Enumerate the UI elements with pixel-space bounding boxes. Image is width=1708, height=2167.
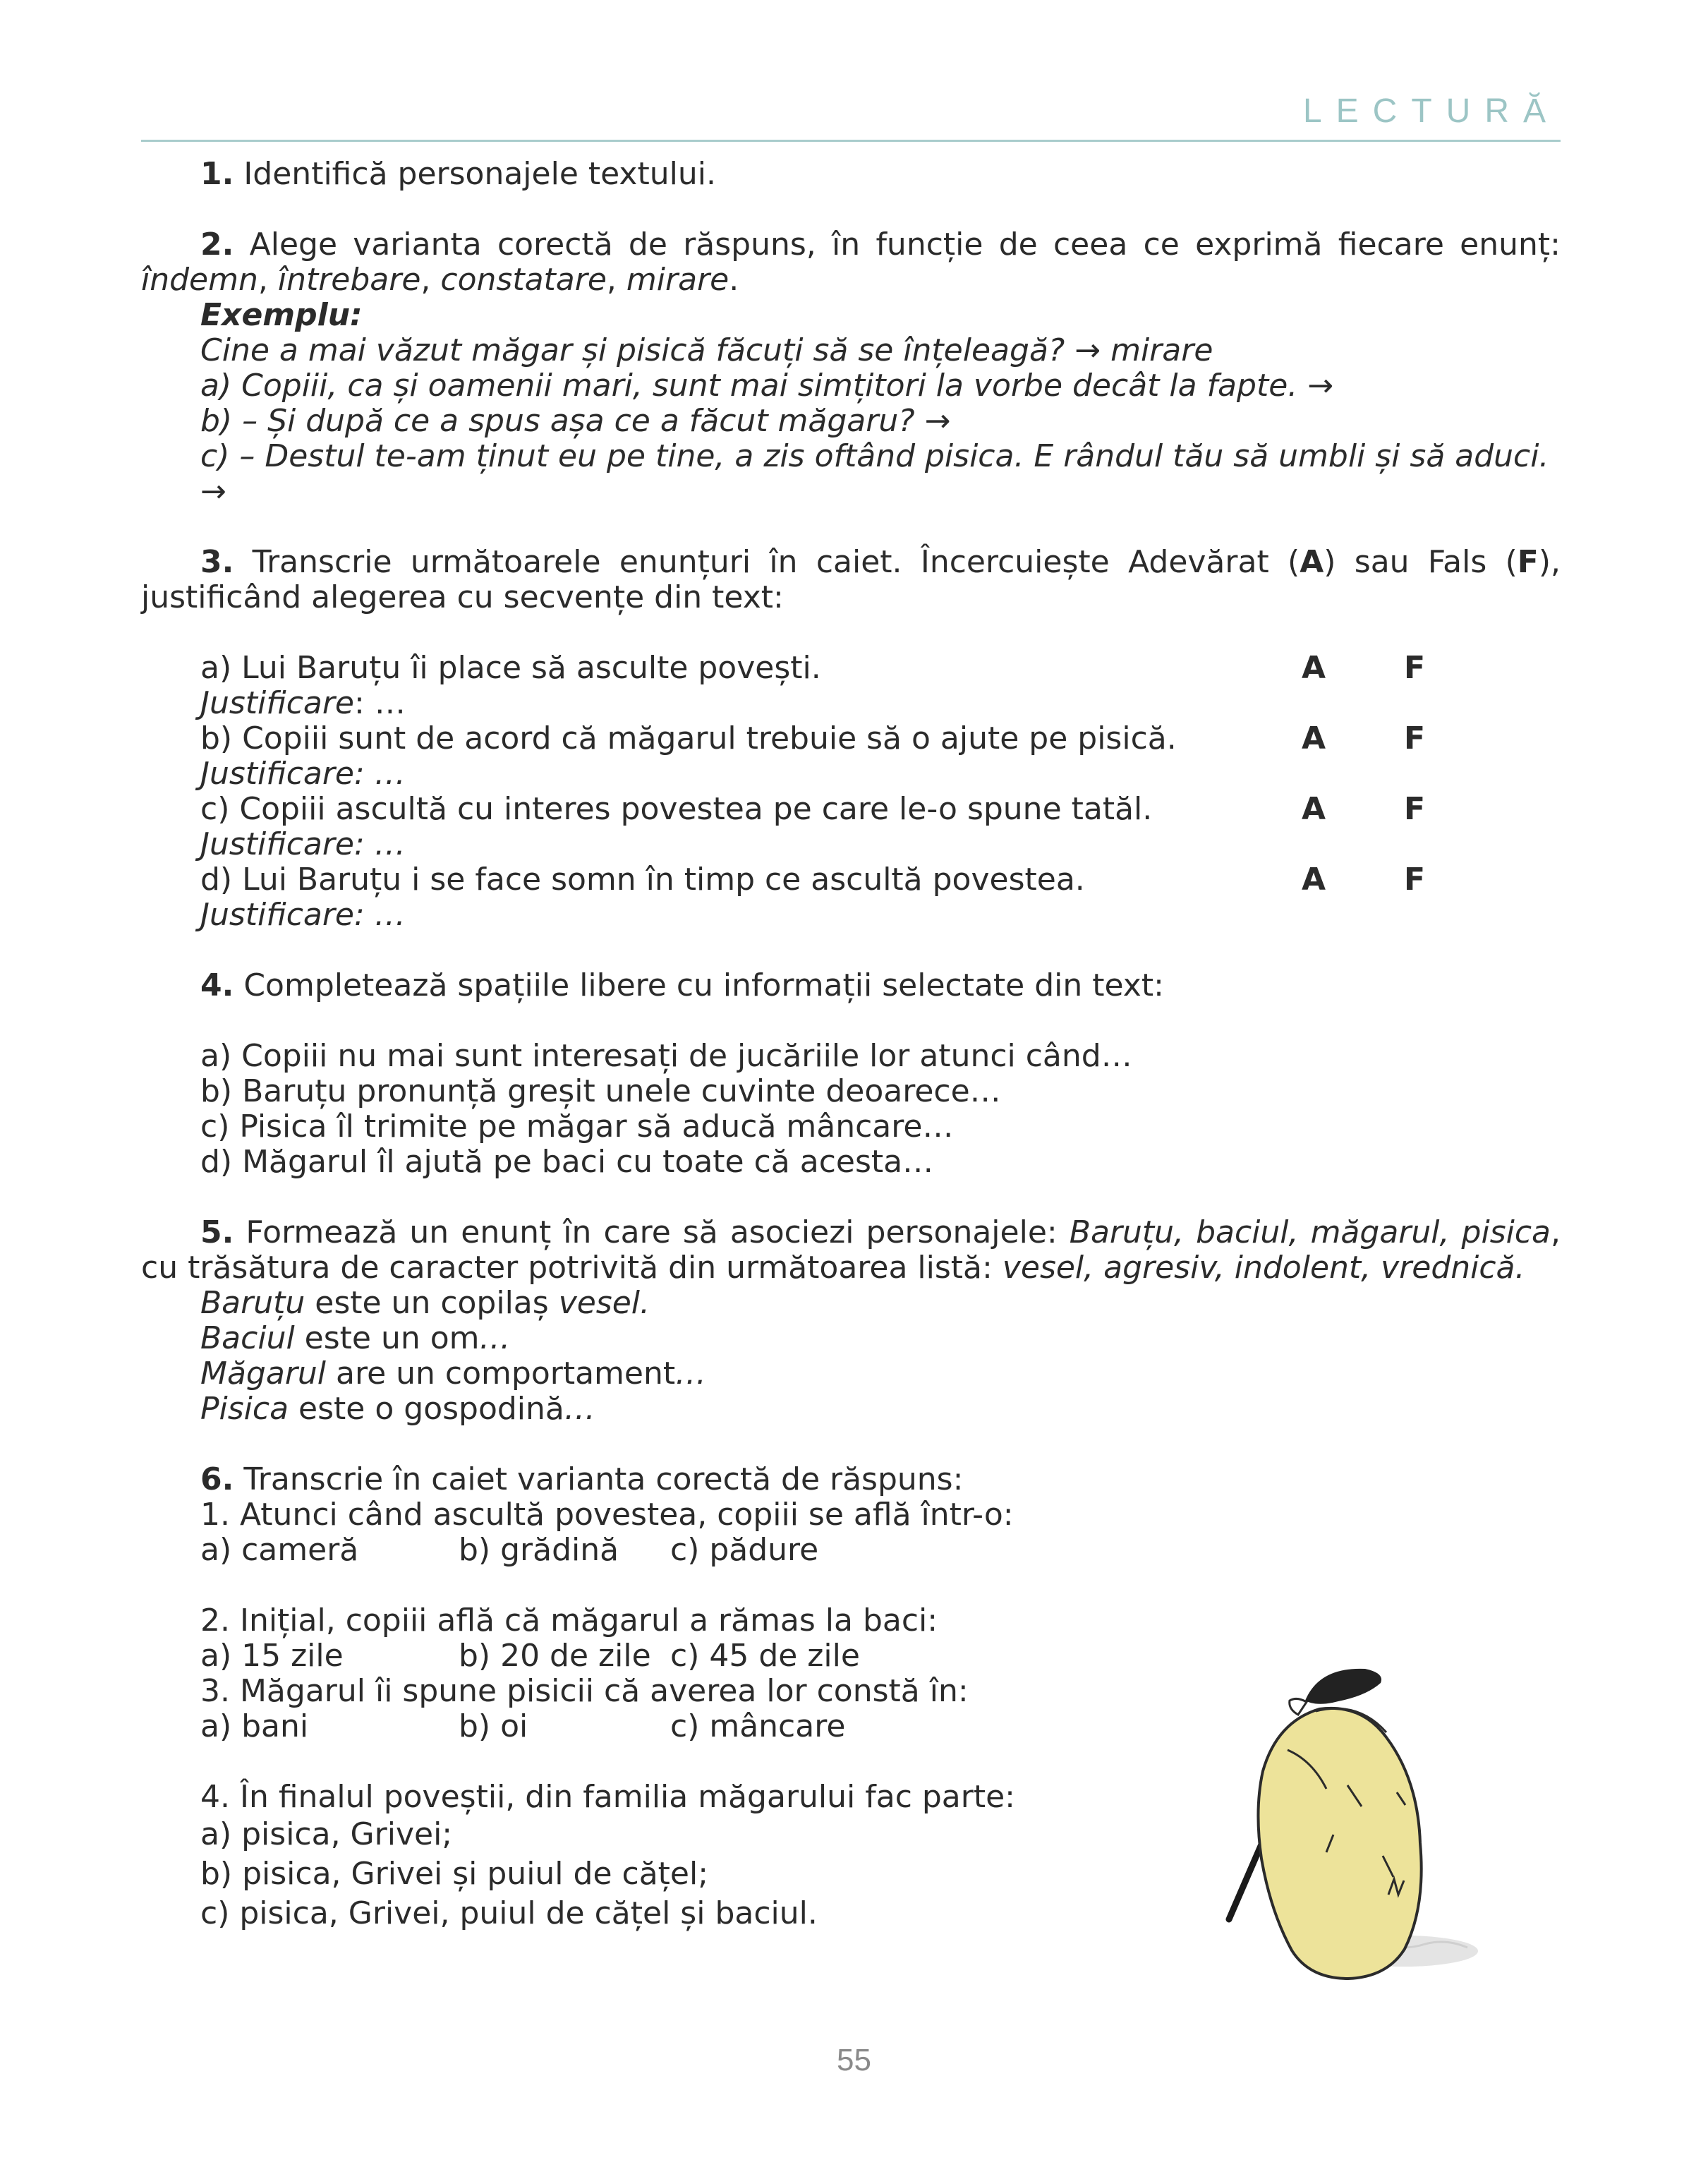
shepherd-illustration-icon	[1171, 1623, 1496, 1990]
answer-text: este un copilaș	[305, 1285, 559, 1321]
statement-row	[141, 721, 1561, 756]
option-a: a) 15 zile	[200, 1638, 344, 1674]
exercise-number: 2.	[200, 227, 234, 262]
true-marker: A	[1300, 544, 1324, 580]
header-divider	[141, 140, 1561, 142]
exercise-3	[141, 545, 1561, 615]
statement-row	[141, 792, 1561, 827]
statement-row	[141, 651, 1561, 686]
example-text: Cine a mai văzut măgar și pisică făcuți să se înțeleagă? → mirare	[200, 332, 1213, 368]
false-option: F	[1404, 650, 1426, 686]
sub-question: 4. În finalul poveștii, din familia măgarului fac parte:	[200, 1779, 1015, 1815]
answer-options	[141, 1533, 1561, 1568]
exercise-6	[141, 1462, 1561, 1497]
option-b: b) pisica, Grivei și puiul de cățel;	[200, 1856, 709, 1892]
separator: .	[729, 262, 739, 298]
justification-blank: : …	[354, 685, 406, 721]
character-name: Baruțu	[200, 1285, 305, 1321]
character-name: Pisica	[200, 1391, 289, 1427]
answer-line	[141, 1321, 1561, 1356]
exercise-number: 4.	[200, 967, 234, 1003]
separator: ,	[606, 262, 626, 298]
exercise-text: , cu trăsătura de caracter potrivită din următoarea listă:	[141, 1214, 1561, 1286]
sub-question: 2. Inițial, copiii află că măgarul a rămas la baci:	[200, 1602, 938, 1638]
list-item	[141, 404, 1561, 439]
exercise-text: ) sau Fals (	[1324, 544, 1518, 580]
justification-line	[141, 686, 1561, 721]
false-option: F	[1404, 862, 1426, 898]
character-list: Baruțu, baciul, măgarul, pisica	[1069, 1214, 1551, 1250]
option-a: a) bani	[200, 1708, 309, 1744]
justification-label: Justificare: …	[200, 826, 406, 862]
list-item: b) Baruțu pronunță greșit unele cuvinte deoarece…	[200, 1073, 1001, 1109]
justification-line	[141, 756, 1561, 792]
statement-text: c) Copiii ascultă cu interes povestea pe care le-o spune tatăl.	[200, 791, 1153, 827]
black-hat	[1305, 1669, 1381, 1704]
option-word: constatare	[440, 262, 607, 298]
exercise-2	[141, 227, 1561, 298]
exercise-4	[141, 968, 1561, 1003]
list-item-text: c) – Destul te-am ținut eu pe tine, a zis oftând pisica. E rândul tău să umbli și să aduci. →	[200, 438, 1549, 509]
answer-line	[141, 1286, 1561, 1321]
option-b: b) 20 de zile	[459, 1638, 651, 1674]
exercise-text: Transcrie următoarele enunțuri în caiet. Încercuiește Adevărat (	[234, 544, 1300, 580]
exercise-text: Alege varianta corectă de răspuns, în funcție de ceea ce exprimă fiecare enunț:	[234, 227, 1561, 262]
character-name: Măgarul	[200, 1356, 327, 1392]
option-word: mirare	[626, 262, 729, 298]
character-name: Baciul	[200, 1320, 295, 1356]
option-word: îndemn	[141, 262, 258, 298]
exercise-text: ), justificând alegerea cu secvențe din text:	[141, 544, 1561, 615]
exercise-text: Formează un enunț în care să asociezi personajele:	[234, 1214, 1070, 1250]
option-c: c) mâncare	[670, 1708, 846, 1744]
option-word: întrebare	[277, 262, 421, 298]
exercise-number: 3.	[200, 544, 234, 580]
separator: ,	[258, 262, 278, 298]
true-option: A	[1302, 791, 1326, 827]
blank-ellipsis: …	[675, 1356, 707, 1392]
answer-text: este o gospodină	[289, 1391, 564, 1427]
separator: ,	[420, 262, 441, 298]
exercise-number: 6.	[200, 1461, 234, 1497]
true-option: A	[1302, 862, 1326, 898]
example-label-text: Exemplu:	[200, 297, 363, 333]
true-option: A	[1302, 720, 1326, 756]
option-c: c) pădure	[670, 1532, 819, 1568]
justification-label: Justificare: …	[200, 897, 406, 933]
fur-coat	[1258, 1708, 1421, 1979]
list-item	[141, 368, 1561, 404]
example-label	[141, 298, 1561, 333]
false-option: F	[1404, 791, 1426, 827]
shepherd-face	[1290, 1698, 1307, 1715]
example-sentence	[141, 333, 1561, 368]
answer-line	[141, 1392, 1561, 1427]
justification-label: Justificare	[200, 685, 355, 721]
list-item: c) Pisica îl trimite pe măgar să aducă mâncare…	[200, 1109, 954, 1145]
option-b: b) oi	[459, 1708, 528, 1744]
exercise-text: Completează spațiile libere cu informații selectate din text:	[234, 967, 1164, 1003]
trait-word: vesel.	[558, 1285, 650, 1321]
option-c: c) 45 de zile	[670, 1638, 860, 1674]
false-option: F	[1404, 720, 1426, 756]
sub-question: 1. Atunci când ascultă povestea, copiii se află într-o:	[200, 1497, 1014, 1533]
list-item-text: b) – Și după ce a spus așa ce a făcut măgaru? →	[200, 403, 951, 439]
justification-line	[141, 898, 1561, 933]
blank-ellipsis: …	[479, 1320, 511, 1356]
section-header-title: LECTURĂ	[1302, 92, 1560, 130]
list-item: d) Măgarul îl ajută pe baci cu toate că acesta…	[200, 1144, 934, 1180]
false-marker: F	[1517, 544, 1539, 580]
statement-text: b) Copiii sunt de acord că măgarul trebuie să o ajute pe pisică.	[200, 720, 1177, 756]
exercise-5	[141, 1215, 1561, 1286]
list-item	[141, 439, 1561, 509]
statement-text: d) Lui Baruțu i se face somn în timp ce ascultă povestea.	[200, 862, 1085, 898]
trait-list: vesel, agresiv, indolent, vrednică.	[1002, 1250, 1525, 1286]
option-c: c) pisica, Grivei, puiul de cățel și baciul.	[200, 1895, 818, 1931]
exercise-1	[141, 157, 1561, 192]
sub-question: 3. Măgarul îi spune pisicii că averea lor constă în:	[200, 1673, 969, 1709]
exercise-text: Identifică personajele textului.	[234, 156, 716, 192]
justification-label: Justificare: …	[200, 756, 406, 792]
option-a: a) cameră	[200, 1532, 359, 1568]
list-item: a) Copiii nu mai sunt interesați de jucăriile lor atunci când…	[200, 1038, 1132, 1074]
list-item-text: a) Copiii, ca și oamenii mari, sunt mai simțitori la vorbe decât la fapte. →	[200, 368, 1334, 404]
page-number: 55	[837, 2043, 871, 2077]
option-a: a) pisica, Grivei;	[200, 1816, 453, 1852]
justification-line	[141, 827, 1561, 862]
answer-line	[141, 1356, 1561, 1392]
blank-ellipsis: …	[564, 1391, 595, 1427]
statement-text: a) Lui Baruțu îi place să asculte povești.	[200, 650, 821, 686]
statement-row	[141, 862, 1561, 898]
option-b: b) grădină	[459, 1532, 619, 1568]
exercise-text: Transcrie în caiet varianta corectă de răspuns:	[234, 1461, 964, 1497]
exercise-number: 1.	[200, 156, 234, 192]
answer-text: este un om	[294, 1320, 480, 1356]
answer-text: are un comportament	[326, 1356, 676, 1392]
true-option: A	[1302, 650, 1326, 686]
exercise-number: 5.	[200, 1214, 234, 1250]
